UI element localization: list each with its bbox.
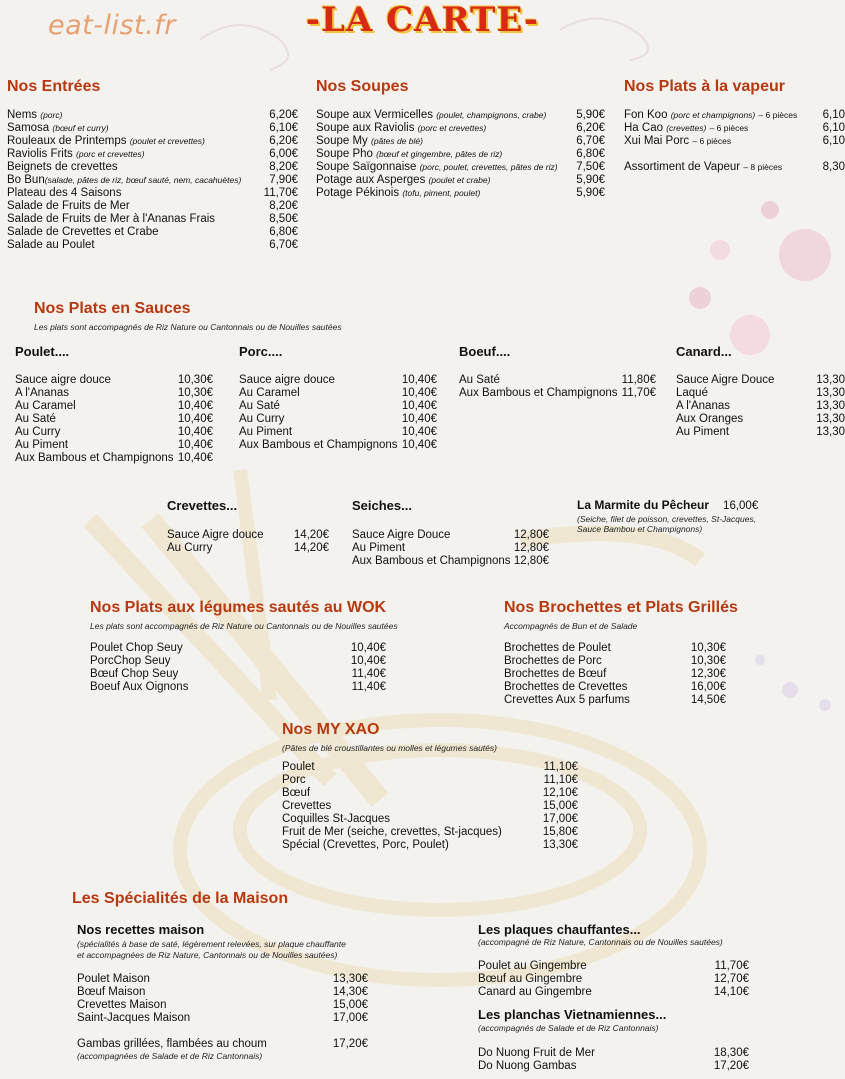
crevettes-title: Crevettes... — [167, 498, 238, 513]
plaques-title: Les plaques chauffantes... — [478, 922, 641, 937]
item-name: Crevettes Maison — [77, 999, 167, 1011]
item-price: 18,30€ — [713, 1047, 749, 1059]
item-name: Salade au Poulet — [7, 239, 95, 251]
item-detail: (porc et champignons) — [670, 110, 756, 120]
item-name: Au Curry — [15, 426, 61, 438]
menu-item — [7, 239, 298, 252]
item-name: Rouleaux de Printemps — [7, 135, 127, 147]
menu-item — [624, 161, 845, 174]
item-price: 5,90€ — [576, 109, 605, 121]
item-detail: (bœuf et gingembre, pâtes de riz) — [376, 149, 503, 159]
menu-item — [7, 122, 298, 135]
item-price: 13,30€ — [542, 839, 578, 851]
item-name: Saint-Jacques Maison — [77, 1012, 191, 1024]
item-price: 10,40€ — [177, 400, 213, 412]
menu-item — [282, 813, 578, 826]
item-price: 12,80€ — [513, 529, 549, 541]
item-detail: (poulet et crabe) — [428, 175, 491, 185]
menu-item — [504, 642, 726, 655]
item-name: Soupe My — [316, 135, 368, 147]
item-name: Canard au Gingembre — [478, 986, 592, 998]
item-name: Bœuf au Gingembre — [478, 973, 583, 985]
item-price: 17,20€ — [713, 1060, 749, 1072]
item-price: 10,40€ — [177, 439, 213, 451]
item-name: Aux Oranges — [676, 413, 744, 425]
item-name: Brochettes de Poulet — [504, 642, 611, 654]
item-name: Sauce Aigre Douce — [676, 374, 775, 386]
item-price: 12,30€ — [690, 668, 726, 680]
menu-item — [504, 681, 726, 694]
item-price: 11,40€ — [351, 681, 386, 693]
menu-item — [77, 1012, 368, 1025]
wok-note: Les plats sont accompagnés de Riz Nature ou Cantonnais ou de Nouilles sautées — [90, 621, 398, 631]
item-name: Do Nuong Gambas — [478, 1060, 577, 1072]
item-name: Soupe aux Raviolis — [316, 122, 415, 134]
menu-item — [77, 999, 368, 1012]
item-price: 11,10€ — [543, 774, 578, 786]
item-price: 11,70€ — [621, 387, 656, 399]
myxao-note: (Pâtes de blé croustillantes ou molles et légumes sautés) — [282, 743, 497, 753]
item-price: 10,40€ — [177, 426, 213, 438]
item-name: Gambas grillées, flambées au choum — [77, 1038, 267, 1050]
wok-title: Nos Plats aux légumes sautés au WOK — [90, 599, 387, 616]
item-name: Au Piment — [239, 426, 293, 438]
item-name: Crevettes Aux 5 parfums — [504, 694, 630, 706]
item-detail: (poulet, champignons, crabe) — [436, 110, 547, 120]
menu-item — [7, 148, 298, 161]
item-name: A l'Ananas — [15, 387, 69, 399]
blossom-decoration — [689, 201, 831, 711]
menu-item — [239, 413, 437, 426]
soupes-list — [316, 109, 605, 200]
menu-item — [90, 655, 386, 668]
planchas-title: Les planchas Vietnamiennes... — [478, 1007, 667, 1022]
menu-item — [624, 135, 845, 148]
menu-item — [478, 1060, 749, 1073]
item-name: Sauce aigre douce — [15, 374, 111, 386]
seiches-list — [352, 529, 549, 568]
item-name: Au Caramel — [15, 400, 76, 412]
item-price: 7,50€ — [576, 161, 605, 173]
item-quantity: – 8 pièces — [743, 162, 783, 172]
item-price: 16,00€ — [723, 500, 759, 512]
item-price: 6,10€ — [269, 122, 298, 134]
menu-item — [15, 413, 213, 426]
item-name: Crevettes — [282, 800, 332, 812]
item-name: Au Saté — [239, 400, 280, 412]
menu-item — [7, 187, 298, 200]
item-price: 10,40€ — [401, 374, 437, 386]
item-price: 13,30 — [816, 387, 845, 399]
item-price: 13,30 — [816, 426, 845, 438]
item-price: 6,20€ — [269, 109, 298, 121]
item-price: 6,00€ — [269, 148, 298, 160]
item-price: 10,40€ — [350, 642, 386, 654]
menu-item — [478, 1047, 749, 1060]
item-name: La Marmite du Pêcheur — [577, 498, 710, 512]
menu-item — [77, 1038, 368, 1051]
item-name: Brochettes de Porc — [504, 655, 602, 667]
item-name: Coquilles St-Jacques — [282, 813, 391, 825]
crevettes-list — [167, 529, 329, 555]
item-name: Soupe Pho — [316, 148, 373, 160]
item-name: Sauce Aigre douce — [167, 529, 264, 541]
item-name: Porc — [282, 774, 306, 786]
item-quantity: – 6 pièces — [758, 110, 798, 120]
item-name: Au Piment — [676, 426, 730, 438]
item-price: 14,50€ — [690, 694, 726, 706]
menu-item — [239, 439, 437, 452]
item-name: A l'Ananas — [676, 400, 730, 412]
planchas-note: (accompagnés de Salade et de Riz Cantonnais) — [478, 1023, 659, 1033]
vapeur-list — [624, 109, 845, 174]
item-price: 11,70€ — [714, 960, 749, 972]
menu-item — [239, 400, 437, 413]
recettes-note-1: (spécialités à base de saté, légèrement relevées, sur plaque chauffante — [77, 939, 346, 949]
menu-item — [352, 529, 549, 542]
item-price: 13,30 — [816, 413, 845, 425]
menu-item — [459, 374, 656, 387]
item-name: Au Piment — [352, 542, 406, 554]
boeuf-title: Boeuf.... — [459, 344, 511, 359]
menu-item — [504, 668, 726, 681]
item-price: 7,90€ — [269, 174, 298, 186]
item-price: 10,40€ — [401, 426, 437, 438]
brochettes-list — [504, 642, 726, 707]
menu-item — [504, 694, 726, 707]
item-name: Au Saté — [459, 374, 500, 386]
item-name: Aux Bambous et Champignons — [459, 387, 618, 399]
item-price: 17,00€ — [542, 813, 578, 825]
menu-item — [15, 426, 213, 439]
menu-item — [90, 668, 386, 681]
item-name: Brochettes de Crevettes — [504, 681, 628, 693]
marmite-note-1: (Seiche, filet de poisson, crevettes, St-Jacques, — [577, 514, 757, 524]
item-price: 14,30€ — [332, 986, 368, 998]
item-detail: (bœuf et curry) — [52, 123, 109, 133]
plaques-note: (accompagné de Riz Nature, Cantonnais ou de Nouilles sautées) — [478, 937, 723, 947]
menu-item — [624, 109, 845, 122]
item-price: 10,30€ — [690, 642, 726, 654]
menu-item — [15, 452, 213, 465]
item-name: Au Caramel — [239, 387, 300, 399]
menu-item — [504, 655, 726, 668]
item-price: 6,10 — [822, 122, 845, 134]
item-price: 10,40€ — [177, 413, 213, 425]
recettes-note-2: et accompagnées de Riz Nature, Cantonnais ou de Nouilles sautées) — [77, 950, 338, 960]
item-detail: (pâtes de blé) — [370, 136, 423, 146]
menu-item — [7, 200, 298, 213]
menu-item — [77, 973, 368, 986]
item-price: 8,20€ — [269, 161, 298, 173]
item-name: Salade de Fruits de Mer à l'Ananas Frais — [7, 213, 216, 225]
menu-item — [459, 387, 656, 400]
poulet-list — [15, 374, 213, 465]
item-name: Au Curry — [239, 413, 285, 425]
item-name: Poulet Maison — [77, 973, 150, 985]
item-name: Laqué — [676, 387, 708, 399]
item-name: Soupe aux Vermicelles — [316, 109, 433, 121]
item-name: Ha Cao — [624, 122, 663, 134]
item-price: 11,70€ — [263, 187, 298, 199]
item-name: Beignets de crevettes — [7, 161, 118, 173]
menu-item — [316, 187, 605, 200]
myxao-title: Nos MY XAO — [282, 721, 380, 738]
item-price: 14,10€ — [713, 986, 749, 998]
menu-item — [77, 986, 368, 999]
item-price: 12,70€ — [713, 973, 749, 985]
menu-item — [316, 109, 605, 122]
item-name: Bœuf — [282, 787, 311, 799]
item-name: Potage Pékinois — [316, 187, 400, 199]
item-name: Aux Bambous et Champignons — [239, 439, 398, 451]
boeuf-list — [459, 374, 656, 400]
item-price: 6,70€ — [576, 135, 605, 147]
item-price: 6,10 — [822, 135, 845, 147]
item-price: 10,40€ — [401, 387, 437, 399]
item-detail: (porc et crevettes) — [417, 123, 487, 133]
item-price: 8,20€ — [269, 200, 298, 212]
planchas-list — [478, 1047, 749, 1073]
menu-item — [282, 800, 578, 813]
menu-item — [316, 148, 605, 161]
menu-item — [676, 387, 845, 400]
sauces-title: Nos Plats en Sauces — [34, 300, 191, 317]
entrees-title: Nos Entrées — [7, 78, 101, 95]
item-name: Assortiment de Vapeur — [624, 161, 741, 173]
poulet-title: Poulet.... — [15, 344, 70, 359]
item-price: 16,00€ — [690, 681, 726, 693]
menu-item — [15, 439, 213, 452]
porc-list — [239, 374, 437, 452]
item-name: Xui Mai Porc — [624, 135, 690, 147]
item-name: Soupe Saïgonnaise — [316, 161, 417, 173]
menu-item — [478, 960, 749, 973]
menu-item — [167, 542, 329, 555]
item-name: Samosa — [7, 122, 50, 134]
item-price: 17,20€ — [332, 1038, 368, 1050]
item-price: 15,00€ — [542, 800, 578, 812]
item-price: 10,40€ — [350, 655, 386, 667]
item-name: Aux Bambous et Champignons — [15, 452, 174, 464]
soupes-title: Nos Soupes — [316, 78, 409, 95]
menu-item — [15, 374, 213, 387]
item-name: Au Piment — [15, 439, 69, 451]
plaques-list — [478, 960, 749, 999]
menu-item — [676, 413, 845, 426]
recettes-list — [77, 973, 368, 1025]
menu-item — [90, 642, 386, 655]
menu-item — [282, 839, 578, 852]
item-name: Potage aux Asperges — [316, 174, 426, 186]
menu-item — [316, 161, 605, 174]
item-detail: (porc et crevettes) — [76, 149, 145, 159]
menu-item — [282, 774, 578, 787]
menu-item — [316, 135, 605, 148]
brochettes-note: Accompagnés de Bun et de Salade — [504, 621, 638, 631]
menu-item — [7, 135, 298, 148]
item-name: Plateau des 4 Saisons — [7, 187, 122, 199]
item-name: PorcChop Seuy — [90, 655, 171, 667]
item-price: 6,10 — [822, 109, 845, 121]
recettes-title: Nos recettes maison — [77, 922, 205, 937]
item-price: 10,40€ — [401, 413, 437, 425]
item-price: 17,00€ — [332, 1012, 368, 1024]
canard-list — [676, 374, 845, 439]
gambas-note: (accompagnées de Salade et de Riz Cantonnais) — [77, 1051, 263, 1061]
menu-item — [478, 973, 749, 986]
item-name: Bœuf Chop Seuy — [90, 668, 179, 680]
item-detail: (porc) — [40, 110, 63, 120]
menu-item — [624, 122, 845, 135]
item-price: 10,40€ — [401, 400, 437, 412]
site-logo: eat-list.fr — [48, 10, 176, 41]
menu-item — [239, 374, 437, 387]
item-name: Poulet — [282, 761, 315, 773]
item-name: Poulet Chop Seuy — [90, 642, 183, 654]
item-name: Fon Koo — [624, 109, 668, 121]
item-name: Fruit de Mer (seiche, crevettes, St-jacques) — [282, 826, 502, 838]
item-price: 8,30 — [822, 161, 845, 173]
menu-item — [239, 426, 437, 439]
item-name: Sauce aigre douce — [239, 374, 335, 386]
menu-item — [7, 226, 298, 239]
menu-item — [15, 387, 213, 400]
menu-item — [167, 529, 329, 542]
item-price: 11,40€ — [351, 668, 386, 680]
sauces-note: Les plats sont accompagnés de Riz Nature ou Cantonnais ou de Nouilles sautées — [34, 322, 342, 332]
item-price: 10,30€ — [177, 374, 213, 386]
item-price: 5,90€ — [576, 187, 605, 199]
menu-item — [676, 374, 845, 387]
menu-item — [316, 174, 605, 187]
item-name: Bœuf Maison — [77, 986, 146, 998]
menu-item — [478, 986, 749, 999]
menu-item — [7, 161, 298, 174]
item-name: Nems — [7, 109, 38, 121]
item-name: Aux Bambous et Champignons — [352, 555, 511, 567]
item-price: 13,30 — [816, 400, 845, 412]
menu-item — [352, 542, 549, 555]
item-price: 11,10€ — [543, 761, 578, 773]
page-title: -LA CARTE- — [305, 0, 540, 40]
item-price: 11,80€ — [621, 374, 656, 386]
item-name: Do Nuong Fruit de Mer — [478, 1047, 595, 1059]
item-price: 12,10€ — [542, 787, 578, 799]
item-name: Boeuf Aux Oignons — [90, 681, 189, 693]
item-price: 15,00€ — [332, 999, 368, 1011]
item-name: Sauce Aigre Douce — [352, 529, 451, 541]
item-name: Salade de Crevettes et Crabe — [7, 226, 159, 238]
item-quantity: – 6 pièces — [692, 136, 732, 146]
item-price: 5,90€ — [576, 174, 605, 186]
item-quantity: – 6 pièces — [709, 123, 749, 133]
menu-item — [282, 826, 578, 839]
item-price: 14,20€ — [293, 542, 329, 554]
menu-item — [239, 387, 437, 400]
item-price: 6,80€ — [576, 148, 605, 160]
item-price: 6,20€ — [576, 122, 605, 134]
menu-item — [282, 787, 578, 800]
item-price: 15,80€ — [542, 826, 578, 838]
specialites-title: Les Spécialités de la Maison — [72, 890, 289, 907]
item-price: 14,20€ — [293, 529, 329, 541]
item-price: 10,40€ — [401, 439, 437, 451]
brochettes-title: Nos Brochettes et Plats Grillés — [504, 599, 738, 616]
menu-item — [316, 122, 605, 135]
myxao-list — [282, 761, 578, 852]
item-name: Salade de Fruits de Mer — [7, 200, 130, 212]
menu-item — [352, 555, 549, 568]
item-price: 12,80€ — [513, 542, 549, 554]
menu-item — [15, 400, 213, 413]
entrees-list — [7, 109, 298, 252]
porc-title: Porc.... — [239, 344, 283, 359]
item-name: Spécial (Crevettes, Porc, Poulet) — [282, 839, 449, 851]
menu-item — [7, 109, 298, 122]
item-price: 12,80€ — [513, 555, 549, 567]
item-price: 13,30€ — [332, 973, 368, 985]
item-price: 6,80€ — [269, 226, 298, 238]
canard-title: Canard... — [676, 344, 732, 359]
item-name: Au Curry — [167, 542, 213, 554]
item-price: 6,20€ — [269, 135, 298, 147]
item-detail: (crevettes) — [666, 123, 707, 133]
seiches-title: Seiches... — [352, 498, 412, 513]
item-detail: (salade, pâtes de riz, bœuf sauté, nem, cacahuètes) — [44, 175, 242, 185]
item-name: Raviolis Frits — [7, 148, 73, 160]
item-name: Bo Bun — [7, 174, 45, 186]
menu-item — [7, 174, 298, 187]
menu-item — [7, 213, 298, 226]
item-price: 8,50€ — [269, 213, 298, 225]
marmite-note-2: Sauce Bambou et Champignons) — [577, 524, 703, 534]
menu-item — [282, 761, 578, 774]
item-name: Poulet au Gingembre — [478, 960, 587, 972]
marmite-item — [577, 498, 758, 512]
menu-item — [676, 426, 845, 439]
item-detail: (poulet et crevettes) — [129, 136, 205, 146]
item-detail: (porc, poulet, crevettes, pâtes de riz) — [419, 162, 558, 172]
item-detail: (tofu, piment, poulet) — [402, 188, 481, 198]
item-price: 10,30€ — [690, 655, 726, 667]
item-price: 10,40€ — [177, 452, 213, 464]
item-name: Brochettes de Bœuf — [504, 668, 607, 680]
item-price: 6,70€ — [269, 239, 298, 251]
item-name: Au Saté — [15, 413, 56, 425]
menu-item — [90, 681, 386, 694]
wok-list — [90, 642, 386, 694]
item-price: 13,30 — [816, 374, 845, 386]
vapeur-title: Nos Plats à la vapeur — [624, 78, 785, 95]
item-price: 10,30€ — [177, 387, 213, 399]
menu-item — [676, 400, 845, 413]
gambas-item — [77, 1038, 368, 1051]
